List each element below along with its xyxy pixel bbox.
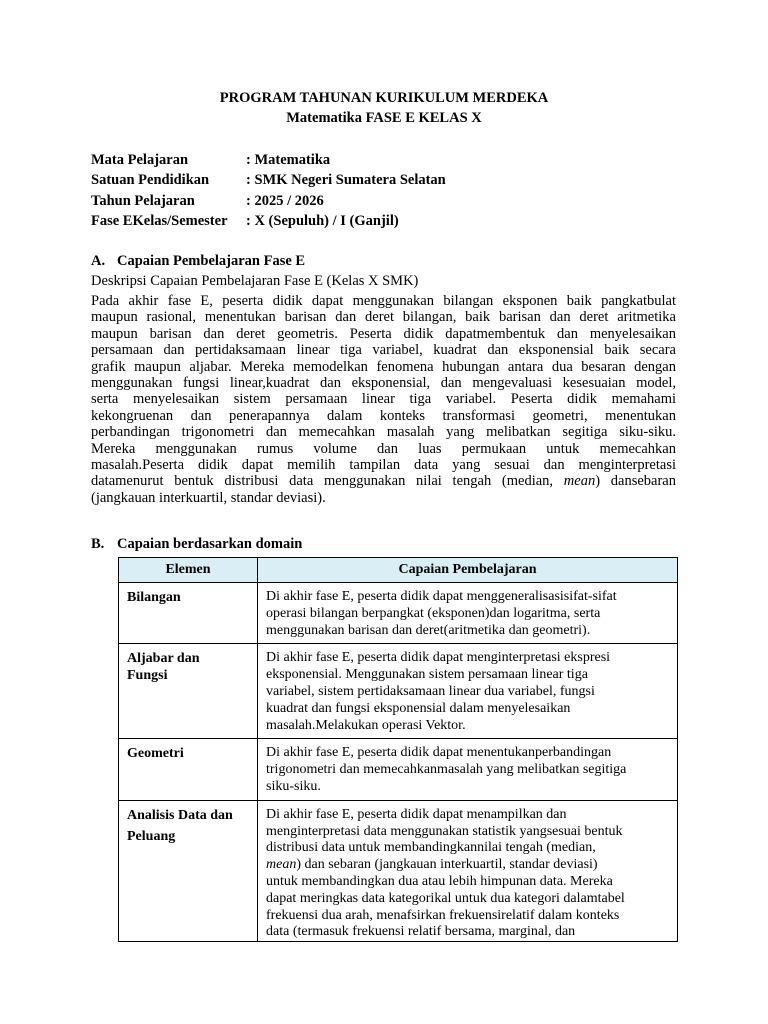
domain-table — [118, 557, 678, 942]
cell-line: siku-siku. — [266, 778, 321, 794]
cell-line — [266, 857, 669, 874]
text-run: datamenurut bentuk distribusi data menggunakan nilai tengah (median, — [91, 473, 564, 490]
element-label: Bilangan — [127, 590, 181, 605]
column-header-elemen: Elemen — [119, 558, 258, 583]
meta-value: : X (Sepuluh) / I (Ganjil) — [246, 212, 399, 229]
paragraph-line: kekongruenan dan penerapannya dalam konteks transformasi geometri, menentukan — [91, 407, 676, 424]
meta-value: : SMK Negeri Sumatera Selatan — [246, 172, 446, 189]
section-number: A. — [91, 253, 106, 269]
meta-row — [91, 191, 446, 211]
cell-line: Di akhir fase E, peserta didik dapat menampilkan dan — [266, 806, 567, 822]
paragraph-line: serta menyelesaikan sistem persamaan linear tiga variabel. Peserta didik memahami — [91, 391, 676, 408]
paragraph-line: menggunakan fungsi linear,kuadrat dan eksponensial, dan mengevaluasi kesesuaian model, — [91, 374, 676, 391]
cell-line: distribusi data untuk membandingkannilai tengah (median, — [266, 840, 596, 856]
cell-line: eksponensial. Menggunakan sistem persamaan linear tiga — [266, 667, 588, 683]
paragraph-line: grafik maupun aljabar. Mereka memodelkan fenomena hubungan antara dua besaran dengan — [91, 358, 676, 375]
meta-row — [91, 211, 446, 231]
element-cell — [119, 739, 258, 800]
capaian-cell — [258, 644, 678, 739]
cell-line: dapat meringkas data kategorikal untuk dua kategori dalamtabel — [266, 890, 625, 906]
meta-row — [91, 170, 446, 190]
cell-line: menginterpretasi data menggunakan statistik yangsesuai bentuk — [266, 823, 623, 839]
metadata-block — [91, 150, 446, 231]
document-title: PROGRAM TAHUNAN KURIKULUM MERDEKA — [219, 90, 549, 106]
meta-row — [91, 150, 446, 170]
cell-line: masalah.Melakukan operasi Vektor. — [266, 717, 466, 733]
cell-line: untuk membandingkan dua atau lebih himpunan data. Mereka — [266, 873, 613, 889]
meta-label: Fase EKelas/Semester — [91, 212, 228, 229]
element-cell — [119, 644, 258, 739]
cell-line: menggunakan barisan dan deret(aritmetika dan geometri). — [266, 622, 591, 638]
element-label: Peluang — [127, 828, 176, 844]
description-paragraph — [91, 293, 676, 506]
italic-term: mean — [563, 473, 596, 490]
section-number: B. — [91, 536, 105, 552]
element-cell — [119, 583, 258, 644]
capaian-cell — [258, 739, 678, 800]
italic-term: mean — [266, 857, 297, 873]
description-title: Deskripsi Capaian Pembelajaran Fase E (Kelas X SMK) — [91, 273, 419, 289]
column-header-capaian: Capaian Pembelajaran — [258, 558, 678, 583]
cell-line: data (termasuk frekuensi relatif bersama, marginal, dan — [266, 924, 576, 940]
paragraph-line: maupun rasional, menentukan barisan dan deret bilangan, baik barisan dan deret aritmetika — [91, 309, 676, 326]
paragraph-line: (jangkauan interkuartil, standar deviasi). — [91, 489, 326, 506]
cell-line: Di akhir fase E, peserta didik dapat menentukanperbandingan — [266, 745, 612, 761]
section-title: Capaian Pembelajaran Fase E — [117, 253, 306, 269]
cell-line: Di akhir fase E, peserta didik dapat menginterpretasi ekspresi — [266, 650, 611, 666]
section-b-heading — [91, 536, 302, 553]
paragraph-line: maupun barisan dan deret geometris. Peserta didik dapatmembentuk dan menyelesaikan — [91, 325, 676, 342]
paragraph-line: persamaan dan pertidaksamaan linear tiga variabel, kuadrat dan eksponensial baik secara — [91, 342, 676, 359]
table-header-row — [119, 558, 678, 583]
section-a-heading — [91, 253, 305, 270]
element-label: Analisis Data dan — [127, 807, 233, 823]
table-row — [119, 644, 678, 739]
element-label: Aljabar dan — [127, 651, 200, 667]
document-subtitle: Matematika FASE E KELAS X — [286, 110, 482, 126]
element-label: Geometri — [127, 746, 184, 762]
element-label: Fungsi — [127, 668, 168, 684]
cell-line: trigonometri dan memecahkanmasalah yang melibatkan segitiga — [266, 762, 627, 778]
meta-label: Satuan Pendidikan — [91, 172, 210, 189]
paragraph-line — [91, 473, 676, 489]
meta-value: : 2025 / 2026 — [246, 192, 324, 209]
text-run: ) dansebaran — [595, 473, 676, 490]
cell-line: variabel, sistem pertidaksamaan linear dua variabel, fungsi — [266, 683, 595, 699]
capaian-cell — [258, 583, 678, 644]
meta-label: Tahun Pelajaran — [91, 192, 195, 209]
text-run: ) dan sebaran (jangkauan interkuartil, standar deviasi) — [296, 857, 598, 873]
paragraph-line: masalah.Peserta didik dapat memilih tampilan data yang sesuai dan menginterpretasi — [91, 456, 676, 473]
table-row — [119, 800, 678, 941]
table-row — [119, 739, 678, 800]
meta-label: Mata Pelajaran — [91, 152, 189, 168]
cell-line: Di akhir fase E, peserta didik dapat menggeneralisasisifat-sifat — [266, 589, 617, 604]
capaian-cell — [258, 800, 678, 941]
element-cell — [119, 800, 258, 941]
section-title: Capaian berdasarkan domain — [117, 536, 303, 552]
paragraph-line: Pada akhir fase E, peserta didik dapat menggunakan bilangan eksponen baik pangkatbulat — [91, 293, 676, 309]
cell-line: frekuensi dua arah, menafsirkan frekuensirelatif dalam konteks — [266, 907, 620, 923]
table-row — [119, 583, 678, 644]
cell-line: operasi bilangan berpangkat (eksponen)dan logaritma, serta — [266, 605, 601, 621]
cell-line: kuadrat dan fungsi eksponensial dalam menyelesaikan — [266, 700, 571, 716]
paragraph-line: Mereka menggunakan rumus volume dan luas permukaan untuk memecahkan — [91, 440, 676, 457]
paragraph-line: perbandingan trigonometri dan memecahkan masalah yang melibatkan segitiga siku-siku. — [91, 424, 676, 441]
meta-value: : Matematika — [246, 152, 331, 168]
